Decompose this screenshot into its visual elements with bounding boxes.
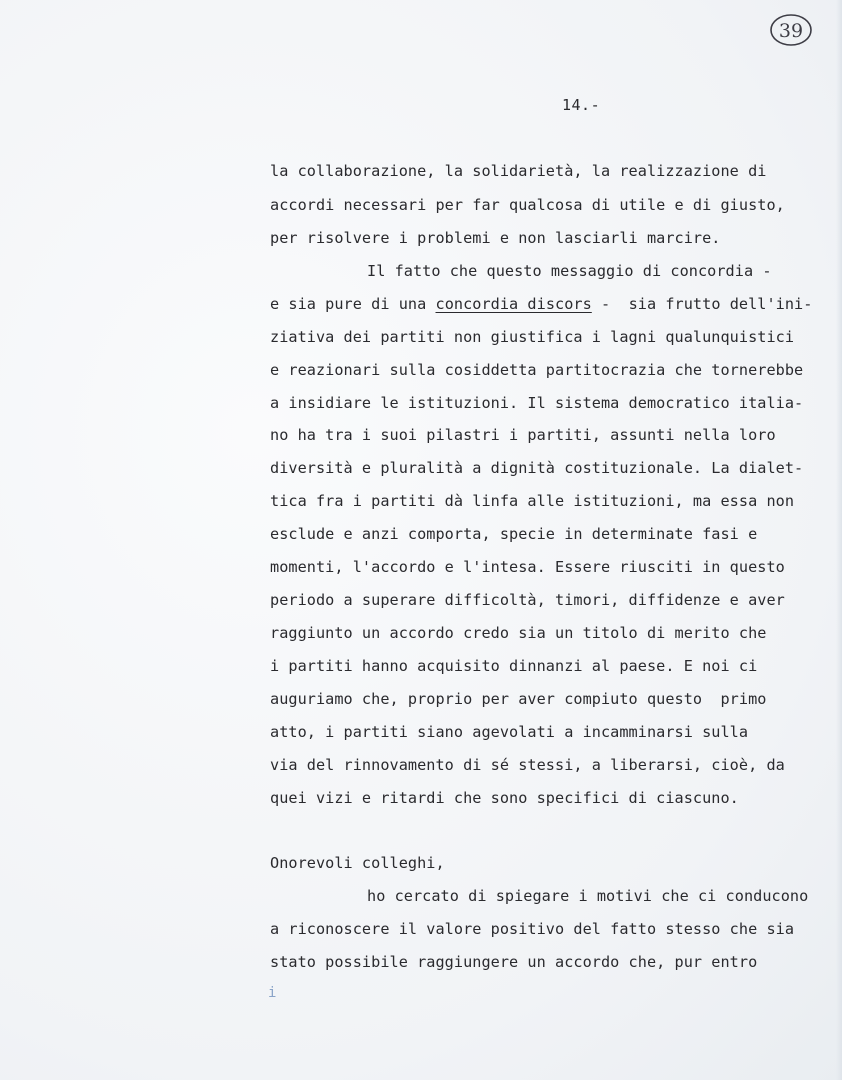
text-line-20: quei vizi e ritardi che sono specifici di ciascuno. [270, 789, 739, 807]
page-stamp-number: 39 [778, 20, 804, 42]
text-line-15: raggiunto un accordo credo sia un titolo di merito che [270, 624, 767, 642]
text-line-1: la collaborazione, la solidarietà, la realizzazione di [270, 162, 767, 180]
text-line-13: momenti, l'accordo e l'intesa. Essere riusciti in questo [270, 558, 785, 576]
handwritten-page-stamp [768, 10, 814, 50]
text-line-6: ziativa dei partiti non giustifica i lagni qualunquistici [270, 328, 795, 346]
text-line-19: via del rinnovamento di sé stessi, a liberarsi, cioè, da [270, 756, 785, 774]
text-line-24: stato possibile raggiungere un accordo che, pur entro [270, 953, 758, 971]
text-line-12: esclude e anzi comporta, specie in determinate fasi e [270, 525, 758, 543]
text-line-22: ho cercato di spiegare i motivi che ci conducono [367, 887, 809, 905]
text-line-23: a riconoscere il valore positivo del fatto stesso che sia [270, 920, 795, 938]
text-line-17: auguriamo che, proprio per aver compiuto questo primo [270, 690, 767, 708]
page-edge-shadow [836, 0, 842, 1080]
text-line-14: periodo a superare difficoltà, timori, diffidenze e aver [270, 591, 785, 609]
salutation: Onorevoli colleghi, [270, 854, 445, 872]
footer-mark: i [268, 985, 277, 1001]
text-line-10: diversità e pluralità a dignità costituzionale. La dialet- [270, 459, 804, 477]
text-line-5 [270, 294, 812, 314]
text-line-9: no ha tra i suoi pilastri i partiti, assunti nella loro [270, 426, 776, 444]
text-line-16: i partiti hanno acquisito dinnanzi al paese. E noi ci [270, 657, 758, 675]
text-line-5-start: e sia pure di una [270, 295, 436, 313]
underlined-phrase: concordia discors [435, 295, 592, 313]
text-line-11: tica fra i partiti dà linfa alle istituzioni, ma essa non [270, 492, 795, 510]
text-line-7: e reazionari sulla cosiddetta partitocrazia che tornerebbe [270, 361, 804, 379]
text-line-4: Il fatto che questo messaggio di concordia - [367, 262, 772, 280]
text-line-2: accordi necessari per far qualcosa di utile e di giusto, [270, 196, 785, 214]
text-line-5-end: - sia frutto dell'ini- [591, 295, 813, 313]
page-number: 14.- [562, 96, 601, 114]
text-line-18: atto, i partiti siano agevolati a incamminarsi sulla [270, 723, 749, 741]
text-line-8: a insidiare le istituzioni. Il sistema democratico italia- [270, 394, 804, 412]
text-line-3: per risolvere i problemi e non lasciarli marcire. [270, 229, 721, 247]
